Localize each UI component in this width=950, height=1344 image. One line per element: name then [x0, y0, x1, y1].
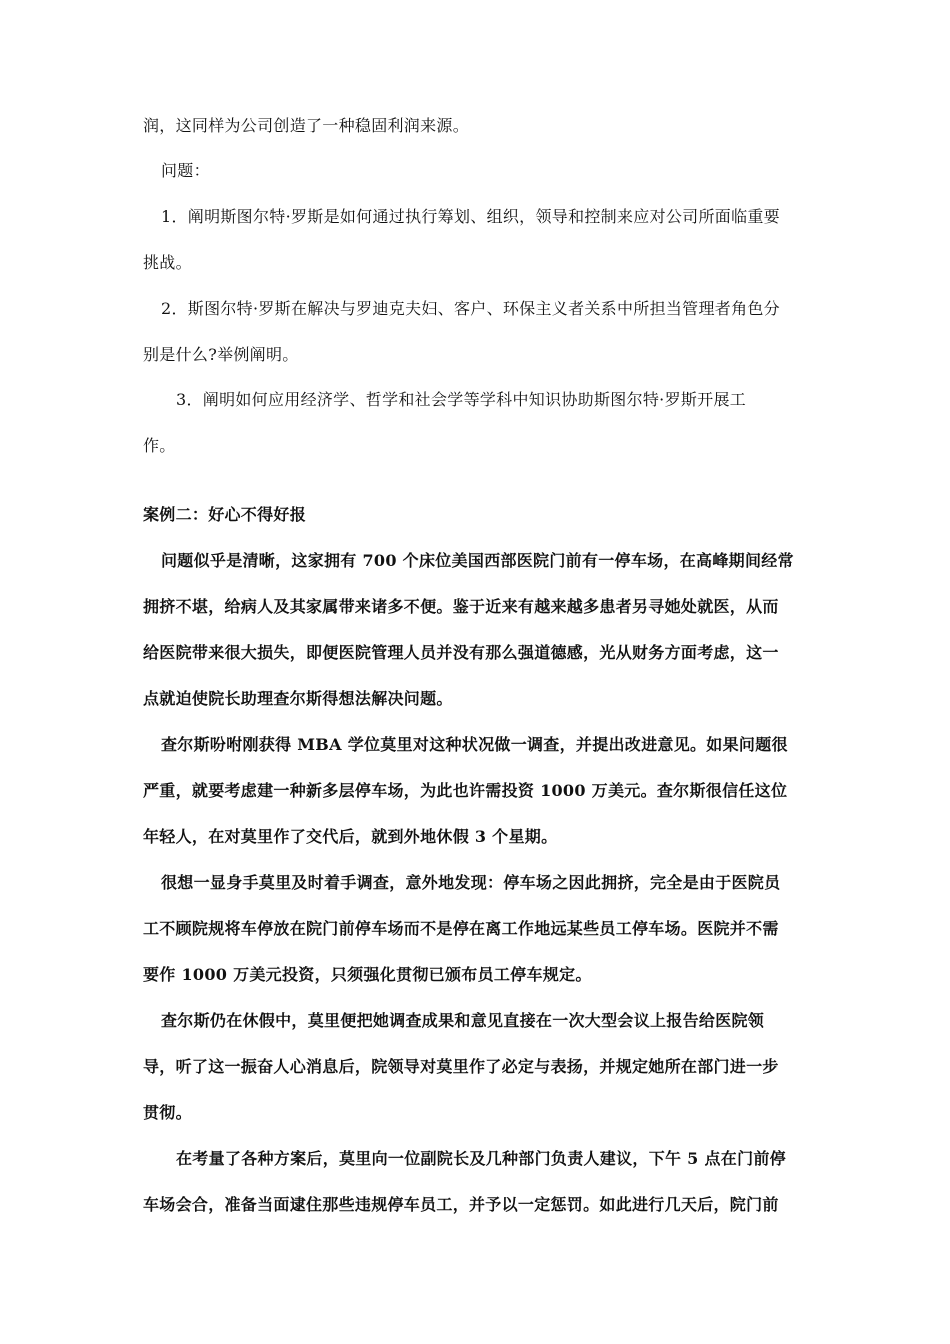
question-3-line-1: 3．阐明如何应用经济学、哲学和社会学等学科中知识协助斯图尔特·罗斯开展工 — [176, 390, 747, 409]
case2-p5-line-1: 在考量了各种方案后，莫里向一位副院长及几种部门负责人建议，下午 5 点在门前停 — [176, 1149, 786, 1168]
questions-heading: 问题： — [161, 161, 210, 180]
question-1-line-1: 1．阐明斯图尔特·罗斯是如何通过执行筹划、组织，领导和控制来应对公司所面临重要 — [161, 207, 780, 226]
question-2-line-2: 别是什么?举例阐明。 — [143, 345, 299, 364]
case2-p1-line-4: 点就迫使院长助理查尔斯得想法解决问题。 — [143, 689, 453, 708]
question-3-line-2: 作。 — [143, 436, 176, 455]
case2-p2-line-1: 查尔斯吩咐刚获得 MBA 学位莫里对这种状况做一调查，并提出改进意见。如果问题很 — [161, 735, 788, 754]
case2-p4-line-1: 查尔斯仍在休假中，莫里便把她调查成果和意见直接在一次大型会议上报告给医院领 — [161, 1011, 765, 1030]
case2-p4-line-2: 导，听了这一振奋人心消息后，院领导对莫里作了必定与表扬，并规定她所在部门进一步 — [143, 1057, 779, 1076]
case2-p1-line-2: 拥挤不堪，给病人及其家属带来诸多不便。鉴于近来有越来越多患者另寻她处就医，从而 — [143, 597, 779, 616]
case2-p3-line-3: 要作 1000 万美元投资，只须强化贯彻已颁布员工停车规定。 — [143, 965, 592, 984]
case2-title: 案例二：好心不得好报 — [143, 505, 307, 524]
case1-continuation-line: 润，这同样为公司创造了一种稳固利润来源。 — [143, 116, 470, 135]
question-1-line-2: 挑战。 — [143, 253, 192, 272]
case2-p2-line-3: 年轻人，在对莫里作了交代后，就到外地休假 3 个星期。 — [143, 827, 558, 846]
case2-p3-line-2: 工不顾院规将车停放在院门前停车场而不是停在离工作地远某些员工停车场。医院并不需 — [143, 919, 779, 938]
question-2-line-1: 2．斯图尔特·罗斯在解决与罗迪克夫妇、客户、环保主义者关系中所担当管理者角色分 — [161, 299, 780, 318]
case2-p5-line-2: 车场会合，准备当面逮住那些违规停车员工，并予以一定惩罚。如此进行几天后，院门前 — [143, 1195, 779, 1214]
case2-p1-line-1: 问题似乎是清晰，这家拥有 700 个床位美国西部医院门前有一停车场，在高峰期间经常 — [161, 551, 794, 570]
case2-p2-line-2: 严重，就要考虑建一种新多层停车场，为此也许需投资 1000 万美元。查尔斯很信任这位 — [143, 781, 788, 800]
case2-p3-line-1: 很想一显身手莫里及时着手调查，意外地发现：停车场之因此拥挤，完全是由于医院员 — [161, 873, 781, 892]
case2-p1-line-3: 给医院带来很大损失，即便医院管理人员并没有那么强道德感，光从财务方面考虑，这一 — [143, 643, 779, 662]
case2-p4-line-3: 贯彻。 — [143, 1103, 192, 1122]
